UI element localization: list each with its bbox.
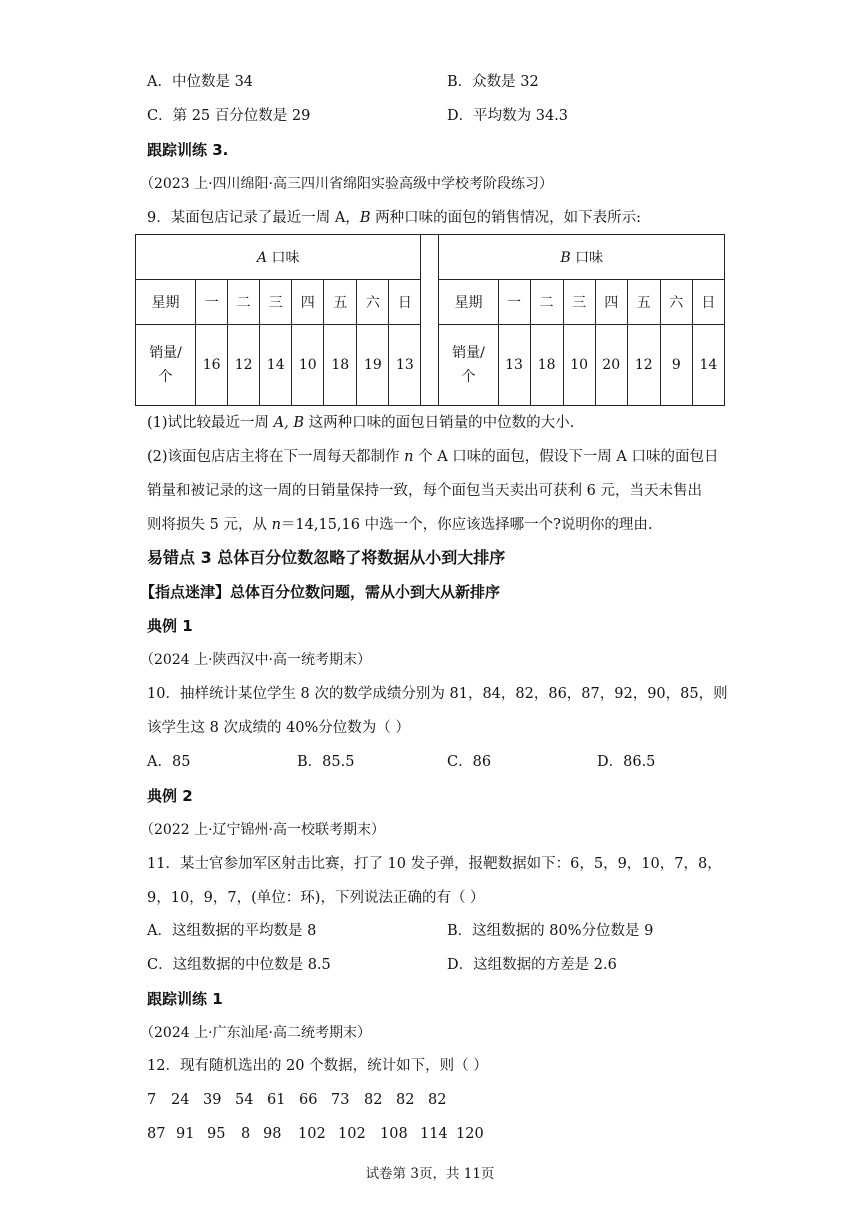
- option-a: A．这组数据的平均数是 8: [147, 923, 317, 939]
- section-heading-follow3: 跟踪训练 3.: [147, 141, 229, 159]
- option-c: C．这组数据的中位数是 8.5: [147, 957, 331, 973]
- section-heading-follow1: 跟踪训练 1: [147, 990, 223, 1008]
- data-value: 102: [338, 1126, 366, 1142]
- data-value: 102: [298, 1126, 326, 1142]
- option-b: B．85.5: [297, 754, 355, 770]
- table-cell: 18: [324, 325, 357, 406]
- data-value: 82: [396, 1092, 415, 1108]
- table-cell: 日: [389, 280, 421, 325]
- option-a: A．85: [147, 754, 191, 770]
- data-value: 87: [147, 1126, 166, 1142]
- data-value: 66: [299, 1092, 318, 1108]
- question-9-part-1: (1)试比较最近一周 A, B 这两种口味的面包日销量的中位数的大小.: [147, 415, 575, 431]
- table-header-a: A 口味: [136, 235, 421, 280]
- option-d: D．86.5: [597, 754, 656, 770]
- question-12: 12．现有随机选出的 20 个数据，统计如下，则（ ）: [147, 1058, 488, 1074]
- table-cell: 四: [292, 280, 324, 325]
- table-cell: 星期: [136, 280, 196, 325]
- question-11-line-2: 9，10，9，7，(单位：环)，下列说法正确的有（ ）: [147, 890, 485, 906]
- question-10-line-1: 10．抽样统计某位学生 8 次的数学成绩分别为 81，84，82，86，87，92，90，85，则: [147, 686, 728, 702]
- table-cell: 销量/ 个: [439, 325, 498, 406]
- source-note: （2023 上·四川绵阳·高三四川省绵阳实验高级中学校考阶段练习）: [140, 176, 553, 192]
- option-b: B．这组数据的 80%分位数是 9: [447, 923, 654, 939]
- table-cell: 三: [260, 280, 292, 325]
- question-9-part-2-line-1: (2)该面包店店主将在下一周每天都制作 n 个 A 口味的面包，假设下一周 A 口味的面包日: [147, 449, 719, 465]
- table-cell: 二: [228, 280, 260, 325]
- table-cell: 五: [627, 280, 660, 325]
- option-a: A．中位数是 34: [147, 74, 254, 90]
- question-10-line-2: 该学生这 8 次成绩的 40%分位数为（ ）: [147, 720, 410, 736]
- data-value: 108: [380, 1126, 408, 1142]
- table-cell: 二: [530, 280, 563, 325]
- data-value: 95: [207, 1126, 226, 1142]
- table-cell: 销量/ 个: [136, 325, 196, 406]
- table-cell: 19: [357, 325, 389, 406]
- option-d: D．平均数为 34.3: [447, 108, 569, 124]
- source-note: （2024 上·广东汕尾·高二统考期末）: [140, 1025, 371, 1041]
- table-cell: 13: [498, 325, 530, 406]
- data-value: 120: [456, 1126, 484, 1142]
- data-value: 39: [203, 1092, 222, 1108]
- table-cell: 12: [627, 325, 660, 406]
- question-9-intro: 9．某面包店记录了最近一周 A，B 两种口味的面包的销售情况，如下表所示:: [147, 210, 641, 226]
- option-d: D．这组数据的方差是 2.6: [447, 957, 617, 973]
- data-value: 7: [147, 1092, 157, 1108]
- data-value: 24: [171, 1092, 190, 1108]
- table-cell: 12: [228, 325, 260, 406]
- table-cell: 四: [595, 280, 627, 325]
- tip-note: 【指点迷津】总体百分位数问题，需从小到大从新排序: [140, 583, 501, 601]
- source-note: （2024 上·陕西汉中·高一统考期末）: [140, 652, 371, 668]
- data-value: 82: [428, 1092, 447, 1108]
- data-value: 8: [241, 1126, 251, 1142]
- data-value: 61: [267, 1092, 286, 1108]
- option-b: B．众数是 32: [447, 74, 539, 90]
- data-value: 114: [420, 1126, 448, 1142]
- table-cell: 五: [324, 280, 357, 325]
- table-cell: 18: [530, 325, 563, 406]
- data-value: 54: [235, 1092, 254, 1108]
- table-cell: 9: [660, 325, 692, 406]
- question-11-line-1: 11．某士官参加军区射击比赛，打了 10 发子弹，报靶数据如下：6，5，9，10，7，8，: [147, 856, 722, 872]
- option-c: C．第 25 百分位数是 29: [147, 108, 311, 124]
- data-value: 98: [263, 1126, 282, 1142]
- table-cell: 星期: [439, 280, 498, 325]
- table-cell: 13: [389, 325, 421, 406]
- question-9-part-2-line-2: 销量和被记录的这一周的日销量保持一致，每个面包当天卖出可获利 6 元，当天未售出: [147, 483, 702, 499]
- source-note: （2022 上·辽宁锦州·高一校联考期末）: [140, 822, 385, 838]
- table-cell: 一: [498, 280, 530, 325]
- sales-table: [135, 234, 725, 406]
- data-value: 73: [331, 1092, 350, 1108]
- table-header-b: B 口味: [439, 235, 725, 280]
- table-cell: 三: [563, 280, 595, 325]
- table-separator: [421, 235, 439, 406]
- table-cell: 14: [692, 325, 724, 406]
- section-heading-mistake3: 易错点 3 总体百分位数忽略了将数据从小到大排序: [147, 548, 506, 567]
- option-c: C．86: [447, 754, 492, 770]
- section-heading-example2: 典例 2: [147, 787, 193, 805]
- table-cell: 16: [196, 325, 228, 406]
- table-cell: 日: [692, 280, 724, 325]
- table-cell: 六: [660, 280, 692, 325]
- data-value: 91: [176, 1126, 195, 1142]
- page-footer: 试卷第 3页，共 11页: [365, 1166, 495, 1182]
- table-cell: 14: [260, 325, 292, 406]
- table-cell: 一: [196, 280, 228, 325]
- table-cell: 六: [357, 280, 389, 325]
- table-cell: 20: [595, 325, 627, 406]
- table-cell: 10: [563, 325, 595, 406]
- data-value: 82: [364, 1092, 383, 1108]
- section-heading-example1: 典例 1: [147, 617, 193, 635]
- question-9-part-2-line-3: 则将损失 5 元，从 n＝14,15,16 中选一个，你应该选择哪一个?说明你的理由.: [147, 517, 653, 533]
- table-cell: 10: [292, 325, 324, 406]
